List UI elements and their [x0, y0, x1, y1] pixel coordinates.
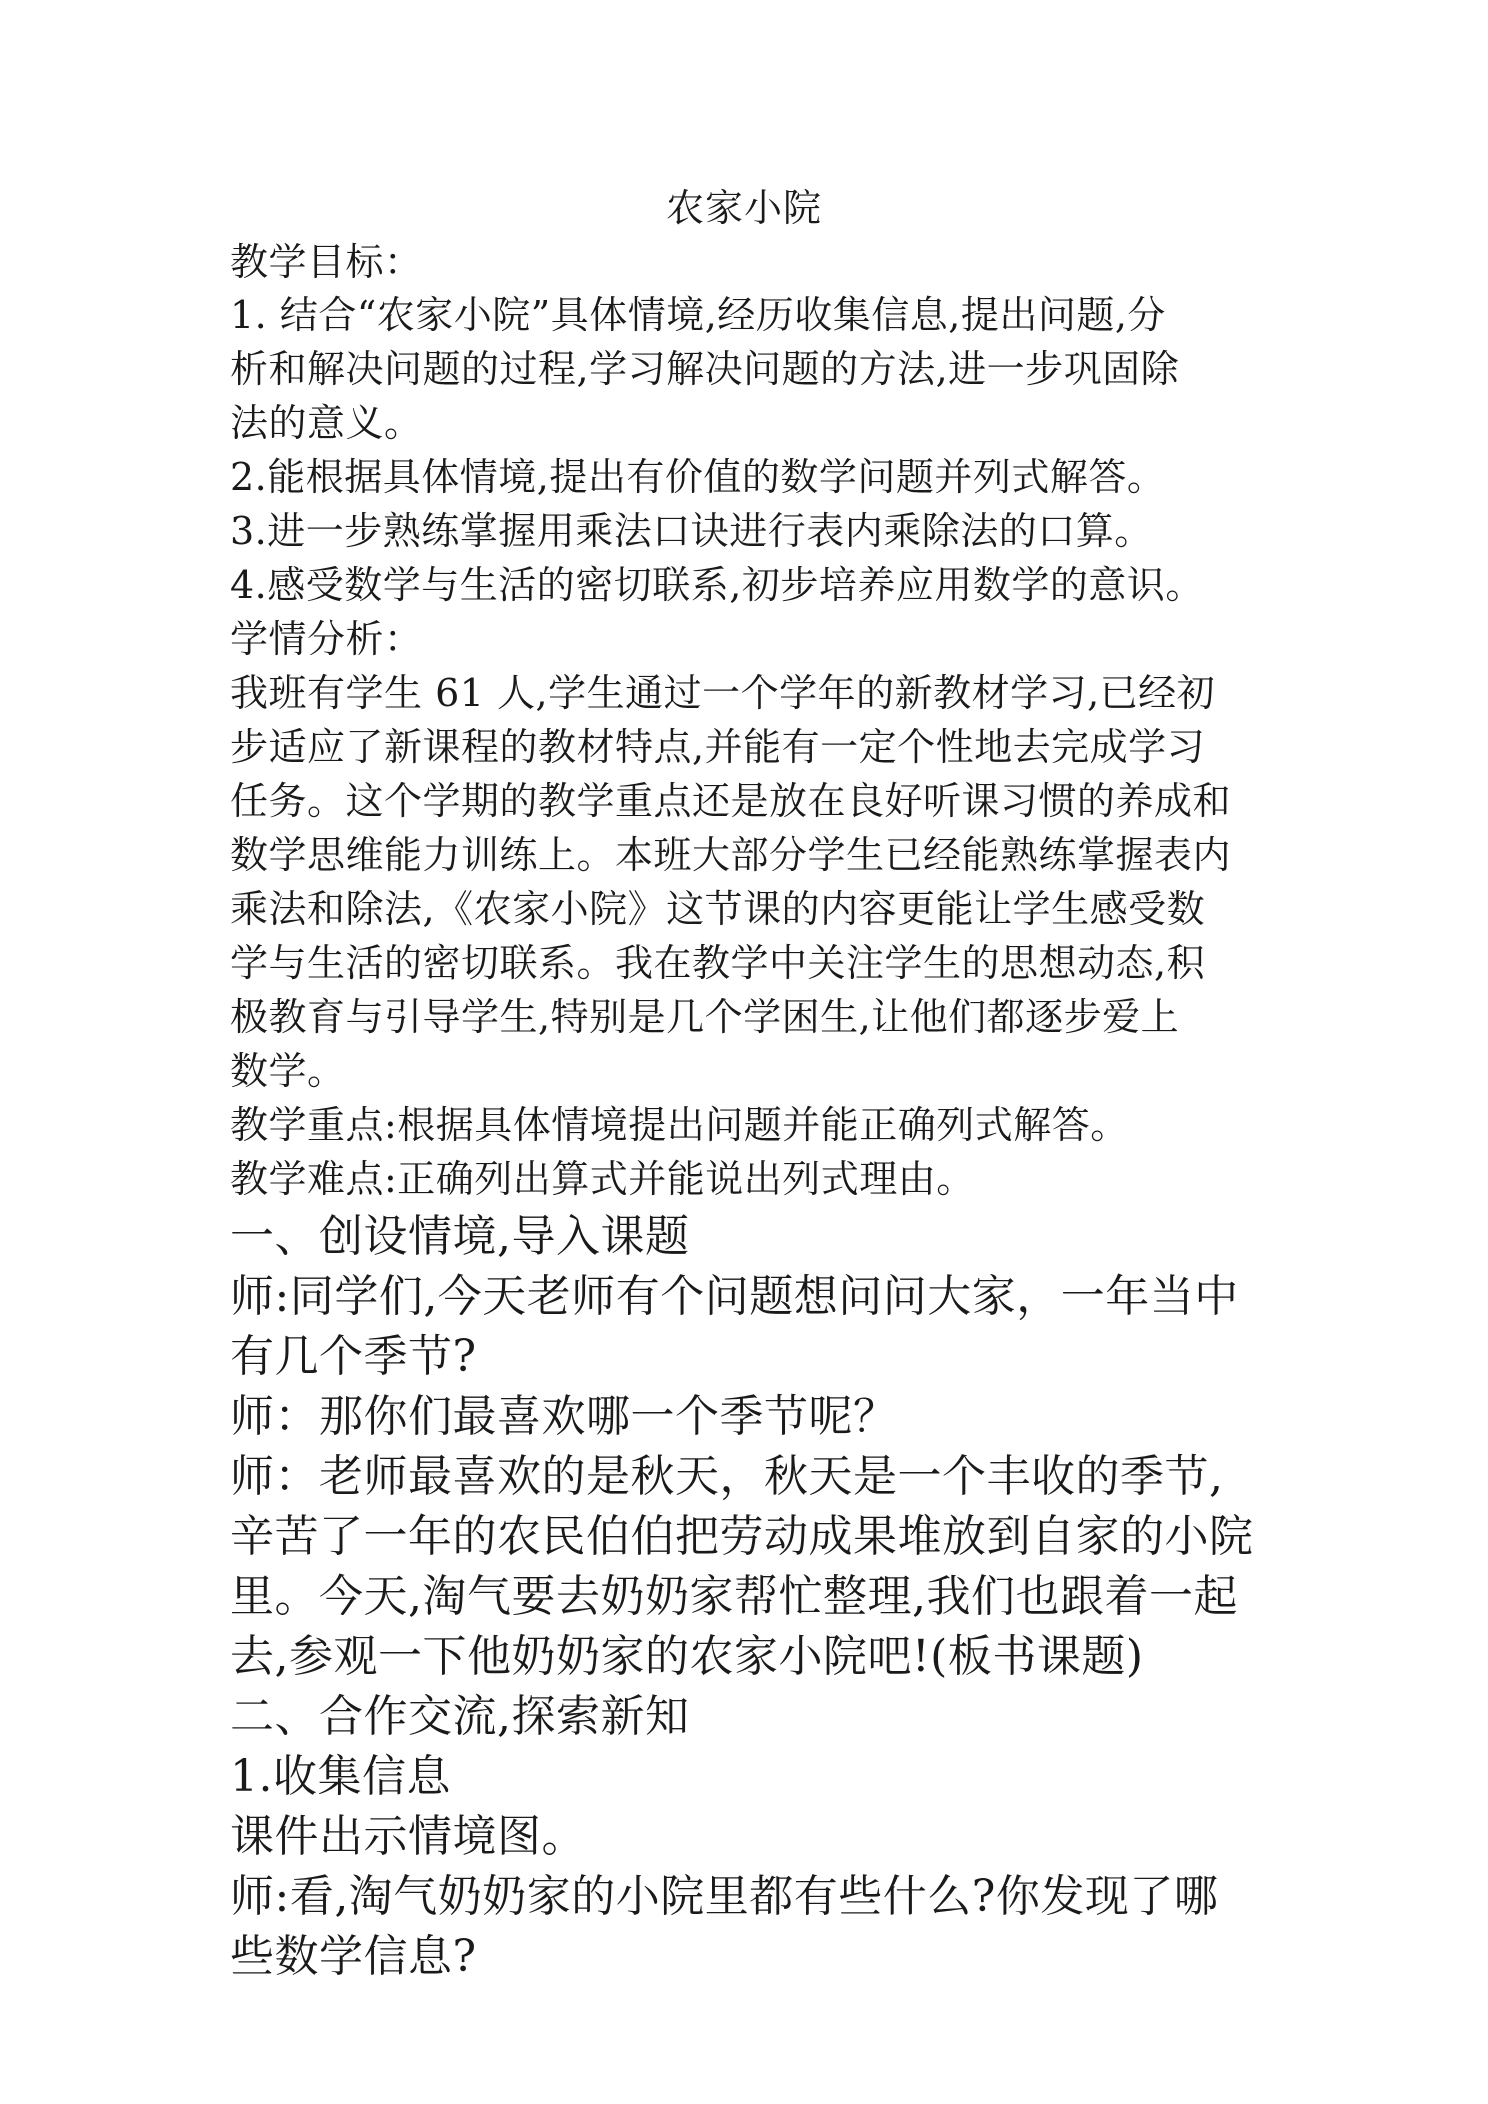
text-line: 析和解决问题的过程,学习解决问题的方法,进一步巩固除	[230, 347, 1180, 391]
text-line: 有几个季节?	[230, 1331, 477, 1382]
text-line: 2.能根据具体情境,提出有价值的数学问题并列式解答。	[230, 455, 1166, 499]
section-heading: 一、创设情境,导入课题	[230, 1211, 690, 1262]
text-line: 教学重点:根据具体情境提出问题并能正确列式解答。	[230, 1103, 1129, 1147]
text-line: 法的意义。	[230, 401, 423, 445]
text-line: 课件出示情境图。	[230, 1811, 586, 1862]
text-line: 去,参观一下他奶奶家的农家小院吧!(板书课题)	[230, 1631, 1144, 1682]
text-line: 步适应了新课程的教材特点,并能有一定个性地去完成学习	[230, 725, 1206, 769]
text-line: 学情分析：	[230, 617, 423, 661]
text-line: 教学难点:正确列出算式并能说出列式理由。	[230, 1157, 975, 1201]
text-line: 1.收集信息	[230, 1751, 451, 1802]
text-line: 数学思维能力训练上。本班大部分学生已经能熟练掌握表内	[230, 833, 1232, 877]
text-line: 些数学信息?	[230, 1931, 477, 1982]
text-line: 师:同学们,今天老师有个问题想问问大家，一年当中	[230, 1271, 1239, 1322]
text-line: 教学目标：	[230, 240, 423, 284]
text-line: 乘法和除法,《农家小院》这节课的内容更能让学生感受数	[230, 887, 1206, 931]
text-line: 里。今天,淘气要去奶奶家帮忙整理,我们也跟着一起	[230, 1571, 1238, 1622]
text-line: 任务。这个学期的教学重点还是放在良好听课习惯的养成和	[230, 779, 1232, 823]
text-line: 师：那你们最喜欢哪一个季节呢？	[230, 1391, 898, 1442]
text-line: 学与生活的密切联系。我在教学中关注学生的思想动态,积	[230, 941, 1206, 985]
text-line: 极教育与引导学生,特别是几个学困生,让他们都逐步爱上	[230, 995, 1180, 1039]
text-line: 辛苦了一年的农民伯伯把劳动成果堆放到自家的小院	[230, 1511, 1254, 1562]
text-line: 4.感受数学与生活的密切联系,初步培养应用数学的意识。	[230, 563, 1204, 607]
text-line: 1. 结合“农家小院”具体情境,经历收集信息,提出问题,分	[230, 293, 1166, 337]
text-line: 数学。	[230, 1049, 346, 1093]
text-line: 3.进一步熟练掌握用乘法口诀进行表内乘除法的口算。	[230, 509, 1153, 553]
text-line: 我班有学生 61 人,学生通过一个学年的新教材学习,已经初	[230, 671, 1216, 715]
text-line: 师:看,淘气奶奶家的小院里都有些什么?你发现了哪	[230, 1871, 1219, 1922]
section-heading: 二、合作交流,探索新知	[230, 1691, 690, 1742]
text-line: 师：老师最喜欢的是秋天，秋天是一个丰收的季节,	[230, 1451, 1224, 1502]
document-title: 农家小院	[665, 186, 822, 230]
